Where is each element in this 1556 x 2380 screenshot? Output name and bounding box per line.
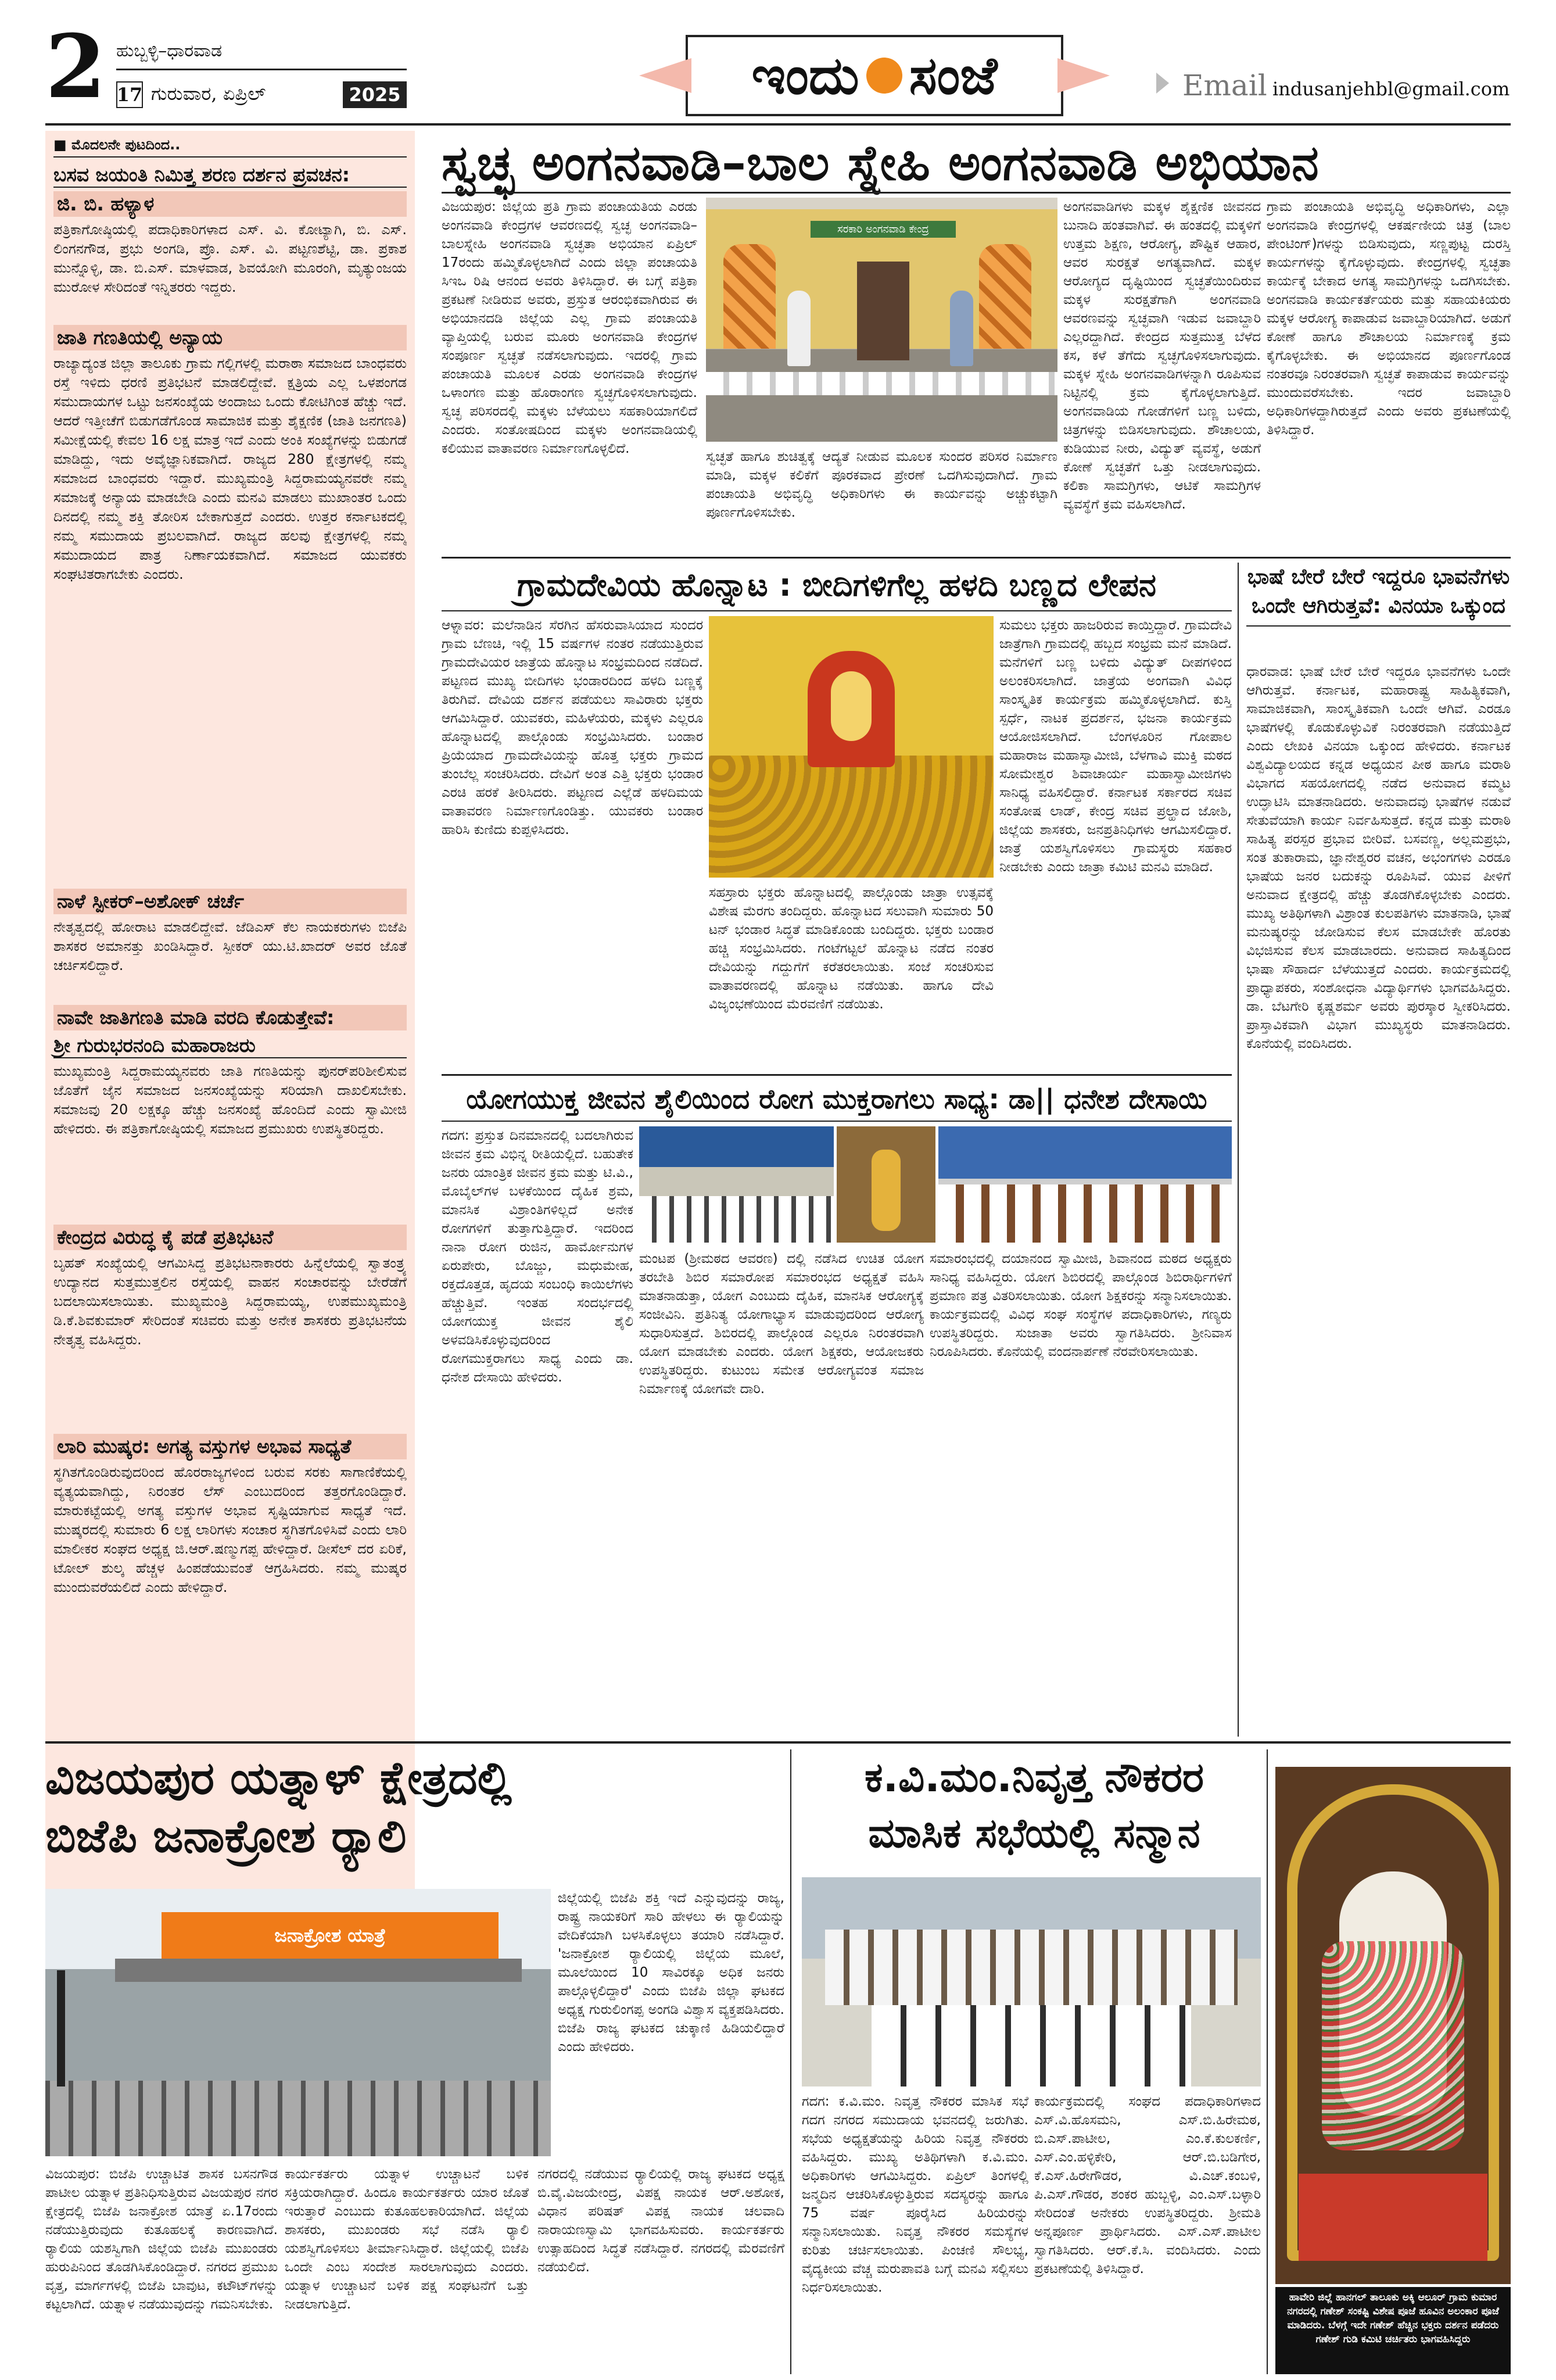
story5-left: ಗದಗ: ಕ.ವಿ.ಮಂ. ನಿವೃತ್ತ ನೌಕರರ ಮಾಸಿಕ ಸಭೆ ಗದಗ ನಗರದ ಸಮುದಾಯ ಭವನದಲ್ಲಿ ಜರುಗಿತು. ಸಭೆಯ ಅಧ್ಯಕ್ಷತೆಯನ್ನು ಹಿರಿಯ ನಿವೃತ್ತ ನೌಕರರು ವಹಿಸಿದ್ದರು. ಮುಖ್ಯ ಅತಿಥಿಗಳಾಗಿ ಕ.ವಿ.ಮಂ. ಅಧಿಕಾರಿಗಳು ಆಗಮಿಸಿದ್ದರು. ಏಪ್ರಿಲ್ ತಿಂಗಳಲ್ಲಿ ಜನ್ಮದಿನ ಆಚರಿಸಿಕೊಳ್ಳುತ್ತಿರುವ ಸದಸ್ಯರನ್ನು ಹಾಗೂ 75 ವರ್ಷ ಪೂರೈಸಿದ ಹಿರಿಯರನ್ನು ಸನ್ಮಾನಿಸಲಾಯಿತು. ನಿವೃತ್ತ ನೌಕರರ ಸಮಸ್ಯೆಗಳ ಕುರಿತು ಚರ್ಚಿಸಲಾಯಿತು. ಪಿಂಚಣಿ ಸೌಲಭ್ಯ, ವೈದ್ಯಕೀಯ ವೆಚ್ಚ ಮರುಪಾವತಿ ಬಗ್ಗೆ ಮನವಿ ಸಲ್ಲಿಸಲು ನಿರ್ಧರಿಸಲಾಯಿತು. [802, 2094, 1028, 2295]
logo-left-text: ಇಂದು [751, 44, 859, 106]
giraffe-mural [723, 244, 776, 349]
crowd [709, 756, 994, 878]
story3-col3: ಸಮಾರಂಭದಲ್ಲಿ ದಯಾನಂದ ಸ್ವಾಮೀಜಿ, ಶಿವಾನಂದ ಮಠದ ಅಧ್ಯಕ್ಷರು ಸಾನಿಧ್ಯ ವಹಿಸಿದ್ದರು. ಯೋಗ ಶಿಬಿರದಲ್ಲಿ ಪಾಲ್ಗೊಂಡ ಶಿಬಿರಾರ್ಥಿಗಳಿಗೆ ಪ್ರಮಾಣ ಪತ್ರ ವಿತರಿಸಲಾಯಿತು. ಯೋಗ ಶಿಕ್ಷಕರನ್ನು ಸನ್ಮಾನಿಸಲಾಯಿತು. ಕಾರ್ಯಕ್ರಮದಲ್ಲಿ ವಿವಿಧ ಸಂಘ ಸಂಸ್ಥೆಗಳ ಪದಾಧಿಕಾರಿಗಳು, ಗಣ್ಯರು ಉಪಸ್ಥಿತರಿದ್ದರು. ಸುಜಾತಾ ಅವರು ಸ್ವಾಗತಿಸಿದರು. ಶ್ರೀನಿವಾಸ ನಿರೂಪಿಸಿದರು. ಕೊನೆಯಲ್ಲಿ ವಂದನಾರ್ಪಣೆ ನೆರವೇರಿಸಲಾಯಿತು. [930, 1251, 1232, 1359]
road-crowd [45, 2081, 551, 2156]
flyover [115, 1959, 522, 1982]
lead-photo [706, 198, 1057, 442]
side-divider [1238, 563, 1239, 1737]
story3-photo-1 [639, 1126, 834, 1243]
lead-col2: ಅಂಗನವಾಡಿಗಳು ಮಕ್ಕಳ ಶೈಕ್ಷಣಿಕ ಜೀವನದ ಬುನಾದಿ ಹಂತವಾಗಿವೆ. ಈ ಹಂತದಲ್ಲಿ ಮಕ್ಕಳಿಗೆ ಉತ್ತಮ ಶಿಕ್ಷಣ, ಆರೋಗ್ಯ, ಪೌಷ್ಟಿಕ ಆಹಾರ, ಆವರ ಸುರಕ್ಷತೆ ಅಗತ್ಯವಾಗಿದೆ. ಮಕ್ಕಳ ಆರೋಗ್ಯದ ದೃಷ್ಟಿಯಿಂದ ಸ್ವಚ್ಛತೆಯಿಂದಿರುವ ಮಕ್ಕಳ ಸುರಕ್ಷತೆಗಾಗಿ ಅಂಗನವಾಡಿ ಆವರಣವನ್ನು ಸ್ವಚ್ಛವಾಗಿ ಇಡುವ ಜವಾಬ್ದಾರಿ ಎಲ್ಲರದ್ದಾಗಿದೆ. ಕೇಂದ್ರದ ಸುತ್ತಮುತ್ತ ಬೆಳೆದ ಕಸ, ಕಳೆ ತೆಗೆದು ಸ್ವಚ್ಛಗೊಳಿಸಲಾಗುವುದು. ಮಕ್ಕಳ ಸ್ನೇಹಿ ಅಂಗನವಾಡಿಗಳನ್ನಾಗಿ ರೂಪಿಸುವ ನಿಟ್ಟಿನಲ್ಲಿ ಕ್ರಮ ಕೈಗೊಳ್ಳಲಾಗುತ್ತಿದೆ. ಅಂಗನವಾಡಿಯ ಗೋಡೆಗಳಿಗೆ ಬಣ್ಣ ಬಳಿದು, ಚಿತ್ರಗಳನ್ನು ಬಿಡಿಸಲಾಗುವುದು. ಶೌಚಾಲಯ, ಕುಡಿಯುವ ನೀರು, ವಿದ್ಯುತ್ ವ್ಯವಸ್ಥೆ, ಅಡುಗೆ ಕೋಣೆ ಸ್ವಚ್ಛತೆಗೆ ಒತ್ತು ನೀಡಲಾಗುವುದು. ಕಲಿಕಾ ಸಾಮಗ್ರಿಗಳು, ಆಟಿಕೆ ಸಾಮಗ್ರಿಗಳ ವ್ಯವಸ್ಥೆಗೆ ಕ್ರಮ ವಹಿಸಲಾಗಿದೆ. [1063, 199, 1261, 512]
story4-left: ವಿಜಯಪುರ: ಬಿಜೆಪಿ ಉಚ್ಚಾಟಿತ ಶಾಸಕ ಬಸನಗೌಡ ಪಾಟೀಲ ಯತ್ನಾಳ ಪ್ರತಿನಿಧಿಸುತ್ತಿರುವ ವಿಜಯಪುರ ನಗರ ಕ್ಷೇತ್ರದಲ್ಲಿ ಬಿಜೆಪಿ ಜನಾಕ್ರೋಶ ಯಾತ್ರೆ ಏ.17ರಂದು ನಡೆಯುತ್ತಿರುವುದು ಕುತೂಹಲಕ್ಕೆ ಕಾರಣವಾಗಿದೆ. ರ‍್ಯಾಲಿಯ ಯಶಸ್ವಿಗಾಗಿ ಜಿಲ್ಲೆಯ ಬಿಜೆಪಿ ಮುಖಂಡರು ಹುರುಪಿನಿಂದ ತೊಡಗಿಸಿಕೊಂಡಿದ್ದಾರೆ. ನಗರದ ಪ್ರಮುಖ ವೃತ್ತ, ಮಾರ್ಗಗಳಲ್ಲಿ ಬಿಜೆಪಿ ಬಾವುಟ, ಕಟೌಟ್‌ಗಳನ್ನು ಕಟ್ಟಲಾಗಿದೆ. ಯತ್ನಾಳ ನಡೆಯುವುದನ್ನು ಗಮನಿಸಬೇಕು. [45, 2167, 278, 2312]
masthead-logo [686, 35, 1063, 116]
section-body: ಪತ್ರಿಕಾಗೋಷ್ಠಿಯಲ್ಲಿ ಪದಾಧಿಕಾರಿಗಳಾದ ಎಸ್. ವಿ. ಕೋಟ್ಯಾಗಿ, ಬಿ. ಎಸ್. ಲಿಂಗನಗೌಡ, ಪ್ರಭು ಅಂಗಡಿ, ಪ್ರೊ. ಎಸ್. ವಿ. ಪಟ್ಟಣಶೆಟ್ಟಿ, ಡಾ. ಪ್ರಕಾಶ ಮುನ್ನೊಳ್ಳಿ, ಡಾ. ಬಿ.ಎಸ್. ಮಾಳವಾಡ, ಶಿವಯೋಗಿ ಮೂರಂಗಿ, ಮೃತ್ಯುಂಜಯ ಮುರೋಳ ಸೇರಿದಂತೆ ಇನ್ನಿತರರು ಇದ್ದರು. [53, 221, 407, 295]
story3-rule [442, 1121, 1232, 1122]
giraffe-mural-right [979, 244, 1031, 349]
story4-mid: ಕಾರ್ಯಕರ್ತರು ಯತ್ನಾಳ ಉಚ್ಚಾಟನೆ ಬಳಿಕ ಸಕ್ರಿಯರಾಗಿದ್ದಾರೆ. ಹಿಂದೂ ಕಾರ್ಯಕರ್ತರು ಯಾರ ಜೊತೆ ಇರುತ್ತಾರೆ ಎಂಬುದು ಕುತೂಹಲಕಾರಿಯಾಗಿದೆ. ಜಿಲ್ಲೆಯ ಶಾಸಕರು, ಮುಖಂಡರು ಸಭೆ ನಡೆಸಿ ರ‍್ಯಾಲಿ ಯಶಸ್ವಿಗೊಳಿಸಲು ತೀರ್ಮಾನಿಸಿದ್ದಾರೆ. ಜಿಲ್ಲೆಯಲ್ಲಿ ಬಿಜೆಪಿ ಒಂದೇ ಎಂಬ ಸಂದೇಶ ಸಾರಲಾಗುವುದು ಎಂದರು. ಯತ್ನಾಳ ಉಚ್ಚಾಟನೆ ಬಳಿಕ ಪಕ್ಷ ಸಂಘಟನೆಗೆ ಒತ್ತು ನೀಡಲಾಗುತ್ತಿದೆ. [285, 2167, 529, 2312]
audience-row [639, 1196, 834, 1243]
side-body: ಧಾರವಾಡ: ಭಾಷೆ ಬೇರೆ ಬೇರೆ ಇದ್ದರೂ ಭಾವನೆಗಳು ಒಂದೇ ಆಗಿರುತ್ತವೆ. ಕರ್ನಾಟಕ, ಮಹಾರಾಷ್ಟ್ರ ಸಾಹಿತ್ಯಿಕವಾಗಿ, ಸಾಮಾಜಿಕವಾಗಿ, ಸಾಂಸ್ಕೃತಿಕವಾಗಿ ಒಂದೇ ಆಗಿವೆ. ಎರಡೂ ಭಾಷೆಗಳಲ್ಲಿ ಕೊಡುಕೊಳ್ಳುವಿಕೆ ನಿರಂತರವಾಗಿ ನಡೆಯುತ್ತಿದೆ ಎಂದು ಲೇಖಕಿ ವಿನಯಾ ಒಕ್ಕುಂದ ಹೇಳಿದರು. ಕರ್ನಾಟಕ ವಿಶ್ವವಿದ್ಯಾಲಯದ ಕನ್ನಡ ಅಧ್ಯಯನ ಪೀಠ ಹಾಗೂ ಮರಾಠಿ ವಿಭಾಗದ ಸಹಯೋಗದಲ್ಲಿ ನಡೆದ ಅನುವಾದ ಕಮ್ಮಟ ಉದ್ಘಾಟಿಸಿ ಮಾತನಾಡಿದರು. ಅನುವಾದವು ಭಾಷೆಗಳ ನಡುವೆ ಸೇತುವೆಯಾಗಿ ಕಾರ್ಯ ನಿರ್ವಹಿಸುತ್ತದೆ. ಕನ್ನಡ ಮತ್ತು ಮರಾಠಿ ಸಾಹಿತ್ಯ ಪರಸ್ಪರ ಪ್ರಭಾವ ಬೀರಿವೆ. ಬಸವಣ್ಣ, ಅಲ್ಲಮಪ್ರಭು, ಸಂತ ತುಕಾರಾಮ, ಜ್ಞಾನೇಶ್ವರರ ವಚನ, ಅಭಂಗಗಳು ಎರಡೂ ಭಾಷೆಯ ಜನರ ಬದುಕನ್ನು ರೂಪಿಸಿವೆ. ಯುವ ಪೀಳಿಗೆ ಅನುವಾದ ಕ್ಷೇತ್ರದಲ್ಲಿ ಹೆಚ್ಚು ತೊಡಗಿಕೊಳ್ಳಬೇಕು ಎಂದರು. ಮುಖ್ಯ ಅತಿಥಿಗಳಾಗಿ ವಿಶ್ರಾಂತ ಕುಲಪತಿಗಳು ಮಾತನಾಡಿ, ಭಾಷೆ ಮನುಷ್ಯರನ್ನು ಜೋಡಿಸುವ ಕೆಲಸ ಮಾಡಬೇಕೇ ಹೊರತು ವಿಭಜಿಸುವ ಕೆಲಸ ಮಾಡಬಾರದು. ಅನುವಾದ ಸಾಹಿತ್ಯದಿಂದ ಭಾಷಾ ಸೌಹಾರ್ದ ಬೆಳೆಯುತ್ತದೆ ಎಂದರು. ಕಾರ್ಯಕ್ರಮದಲ್ಲಿ ಪ್ರಾಧ್ಯಾಪಕರು, ಸಂಶೋಧನಾ ವಿದ್ಯಾರ್ಥಿಗಳು ಭಾಗವಹಿಸಿದ್ದರು. ಡಾ. ಬೆಟಗೇರಿ ಕೃಷ್ಣಶರ್ಮ ಅವರು ಪುರಸ್ಕಾರ ಸ್ವೀಕರಿಸಿದರು. ಪ್ರಾಸ್ತಾವಿಕವಾಗಿ ವಿಭಾಗ ಮುಖ್ಯಸ್ಥರು ಮಾತನಾಡಿದರು. ಕೊನೆಯಲ್ಲಿ ವಂದಿಸಿದರು. [1246, 664, 1511, 1051]
masthead-rule-left [116, 69, 407, 70]
story2-col3: ಸುಮಲು ಭಕ್ತರು ಹಾಜರಿರುವ ಕಾಯ್ತಿದ್ದಾರೆ. ಗ್ರಾಮದೇವಿ ಜಾತ್ರೆಗಾಗಿ ಗ್ರಾಮದಲ್ಲಿ ಹಬ್ಬದ ಸಂಭ್ರಮ ಮನೆ ಮಾಡಿದೆ. ಮನೆಗಳಿಗೆ ಬಣ್ಣ ಬಳಿದು ವಿದ್ಯುತ್ ದೀಪಗಳಿಂದ ಅಲಂಕರಿಸಲಾಗಿದೆ. ಜಾತ್ರೆಯ ಅಂಗವಾಗಿ ವಿವಿಧ ಸಾಂಸ್ಕೃತಿಕ ಕಾರ್ಯಕ್ರಮ ಹಮ್ಮಿಕೊಳ್ಳಲಾಗಿದೆ. ಕುಸ್ತಿ ಸ್ಪರ್ಧೆ, ನಾಟಕ ಪ್ರದರ್ಶನ, ಭಜನಾ ಕಾರ್ಯಕ್ರಮ ಆಯೋಜಿಸಲಾಗಿದೆ. ಬೆಂಗಳೂರಿನ ಗೋಪಾಲ ಮಹಾರಾಜ ಮಹಾಸ್ವಾಮೀಜಿ, ಬೆಳಗಾವಿ ಮುಕ್ತಿ ಮಠದ ಸೋಮೇಶ್ವರ ಶಿವಾಚಾರ್ಯ ಮಹಾಸ್ವಾಮೀಜಿಗಳು ಸಾನಿಧ್ಯ ವಹಿಸಲಿದ್ದಾರೆ. ಕರ್ನಾಟಕ ಸರ್ಕಾರದ ಸಚಿವ ಸಂತೋಷ ಲಾಡ್, ಕೇಂದ್ರ ಸಚಿವ ಪ್ರಲ್ಹಾದ ಜೋಶಿ, ಜಿಲ್ಲೆಯ ಶಾಸಕರು, ಜನಪ್ರತಿನಿಧಿಗಳು ಆಗಮಿಸಲಿದ್ದಾರೆ. ಜಾತ್ರೆ ಯಶಸ್ವಿಗೊಳಿಸಲು ಗ್ರಾಮಸ್ಥರು ಸಹಕಾರ ನೀಡಬೇಕು ಎಂದು ಜಾತ್ರಾ ಕಮಿಟಿ ಮನವಿ ಮಾಡಿದೆ. [999, 618, 1232, 875]
email-arrow-icon [1156, 73, 1169, 94]
side-headline: ಭಾಷೆ ಬೇರೆ ಬೇರೆ ಇದ್ದರೂ ಭಾವನೆಗಳು ಒಂದೇ ಆಗಿರುತ್ತವೆ: ವಿನಯಾ ಒಕ್ಕುಂದ [1246, 563, 1511, 627]
section-heading: ಕೇಂದ್ರದ ವಿರುದ್ಧ ಕೈ ಪಡೆ ಪ್ರತಿಭಟನೆ [53, 1225, 407, 1250]
ganesh-caption: ಹಾವೇರಿ ಜಿಲ್ಲೆ ಹಾನಗಲ್ ತಾಲೂಕು ಅಕ್ಕಿ ಆಲೂರ್ ಗ್ರಾಮ ಕುಮಾರ ನಗರದಲ್ಲಿ ಗಣೇಶ್ ಸಂಕಷ್ಟಿ ವಿಶೇಷ ಪೂಜೆ ಹೂವಿನ ಅಲಂಕಾರ ಪೂಜೆ ಮಾಡಿದರು. ಬೆಳಗ್ಗೆ ಇದೇ ಗಣೇಶ್ ಹೆಚ್ಚಿನ ಭಕ್ತರು ದರ್ಶನ ಪಡೆದರು ಗಣೇಶ್ ಗುಡಿ ಕಮಿಟಿ ಚರ್ಚಿತರು ಭಾಗವಹಿಸಿದ್ದರು [1275, 2287, 1511, 2374]
story2-rule [442, 610, 1232, 611]
story3-col2: ಮಂಟಪ (ಶ್ರೀಮಠದ ಆವರಣ) ದಲ್ಲಿ ನಡೆಸಿದ ಉಚಿತ ಯೋಗ ತರಬೇತಿ ಶಿಬಿರ ಸಮಾರೋಪ ಸಮಾರಂಭದ ಅಧ್ಯಕ್ಷತೆ ವಹಿಸಿ ಮಾತನಾಡುತ್ತಾ, ಯೋಗ ಎಂಬುದು ದೈಹಿಕ, ಮಾನಸಿಕ ಆರೋಗ್ಯಕ್ಕೆ ಸಂಜೀವಿನಿ. ಪ್ರತಿನಿತ್ಯ ಯೋಗಾಭ್ಯಾಸ ಮಾಡುವುದರಿಂದ ಆರೋಗ್ಯ ಸುಧಾರಿಸುತ್ತದೆ. ಶಿಬಿರದಲ್ಲಿ ಪಾಲ್ಗೊಂಡ ಎಲ್ಲರೂ ನಿರಂತರವಾಗಿ ಯೋಗ ಮಾಡಬೇಕು ಎಂದರು. ಯೋಗ ಶಿಕ್ಷಕರು, ಆಯೋಜಕರು ಉಪಸ್ಥಿತರಿದ್ದರು. ಕುಟುಂಬ ಸಮೇತ ಆರೋಗ್ಯವಂತ ಸಮಾಜ ನಿರ್ಮಾಣಕ್ಕೆ ಯೋಗವೇ ದಾರಿ. [639, 1251, 924, 1397]
date-text: ಗುರುವಾರ, ಏಪ್ರಿಲ್ [151, 83, 266, 105]
story5-headline-line1: ಕ.ವಿ.ಮಂ.ನಿವೃತ್ತ ನೌಕರರ [865, 1753, 1204, 1801]
edition-city: ಹುಬ್ಬಳ್ಳಿ–ಧಾರವಾಡ [116, 41, 223, 61]
sidebar-section [53, 889, 407, 999]
story3-photo-2 [837, 1126, 935, 1243]
story4-photo [45, 1889, 551, 2156]
story4-mid2: ನಗರದಲ್ಲಿ ನಡೆಯುವ ರ‍್ಯಾಲಿಯಲ್ಲಿ ರಾಜ್ಯ ಘಟಕದ ಅಧ್ಯಕ್ಷ ಬಿ.ವೈ.ವಿಜಯೇಂದ್ರ, ವಿಪಕ್ಷ ನಾಯಕ ಆರ್.ಅಶೋಕ, ವಿಧಾನ ಪರಿಷತ್ ವಿಪಕ್ಷ ನಾಯಕ ಚಲವಾದಿ ನಾರಾಯಣಸ್ವಾಮಿ ಭಾಗವಹಿಸುವರು. ಕಾರ್ಯಕರ್ತರು ಉತ್ಸಾಹದಿಂದ ಸಿದ್ಧತೆ ನಡೆಸಿದ್ದಾರೆ. ನಗರದಲ್ಲಿ ಮೆರವಣಿಗೆ ನಡೆಯಲಿದೆ. [537, 2167, 784, 2275]
altar-base [1299, 2174, 1487, 2261]
story5-right: ಕಾರ್ಯಕ್ರಮದಲ್ಲಿ ಸಂಘದ ಪದಾಧಿಕಾರಿಗಳಾದ ಎಸ್.ವಿ.ಹೊಸಮನಿ, ಎಸ್.ಬಿ.ಹಿರೇಮಠ, ಬಿ.ಎಸ್.ಪಾಟೀಲ, ಎಂ.ಕೆ.ಕುಲಕರ್ಣಿ, ಎಸ್.ಎಂ.ಹಳ್ಳಿಕೇರಿ, ಆರ್.ಬಿ.ಬಡಿಗೇರ, ಕೆ.ಎಸ್.ಹಿರೇಗೌಡರ, ವಿ.ಎಚ್.ಕಂಬಳಿ, ಪಿ.ಎಸ್.ಗೌಡರ, ಶಂಕರ ಹುಬ್ಬಳ್ಳಿ, ಎಂ.ಎಸ್.ಬಳ್ಳಾರಿ ಸೇರಿದಂತೆ ಅನೇಕರು ಉಪಸ್ಥಿತರಿದ್ದರು. ಶ್ರೀಮತಿ ಅನ್ನಪೂರ್ಣ ಪ್ರಾರ್ಥಿಸಿದರು. ಎಸ್.ಎಸ್.ಪಾಟೀಲ ಸ್ವಾಗತಿಸಿದರು. ಆರ್.ಕೆ.ಸಿ. ವಂದಿಸಿದರು. ಎಂದು ಪ್ರಕಟಣೆಯಲ್ಲಿ ತಿಳಿಸಿದ್ದಾರೆ. [1034, 2094, 1261, 2277]
banner-hoarding: ಜನಾಕ್ರೋಶ ಯಾತ್ರೆ [162, 1912, 499, 1959]
traffic-signal [57, 1970, 65, 2086]
section-body: ನೇತೃತ್ವದಲ್ಲಿ ಹೋರಾಟ ಮಾಡಲಿದ್ದೇವೆ. ಜೆಡಿಎಸ್ ಕೆಲ ನಾಯಕರುಗಳು ಬಿಜೆಪಿ ಶಾಸಕರ ಅಮಾನತ್ತು ಖಂಡಿಸಿದ್ದಾರೆ. ಸ್ಪೀಕರ್ ಯು.ಟಿ.ಖಾದರ್ ಅವರ ಜೊತೆ ಚರ್ಚಿಸಲಿದ್ದಾರೆ. [53, 919, 407, 974]
page-number: 2 [45, 16, 106, 118]
story3-photo-3 [938, 1126, 1232, 1243]
story3-headline: ಯೋಗಯುಕ್ತ ಜೀವನ ಶೈಲಿಯಿಂದ ರೋಗ ಮುಕ್ತರಾಗಲು ಸಾಧ್ಯ: ಡಾ|| ಧನೇಶ ದೇಸಾಯಿ [466, 1083, 1207, 1115]
flower-garland [1322, 1941, 1464, 2150]
person-right [950, 291, 973, 366]
story4-headline-line1: ವಿಜಯಪುರ ಯತ್ನಾಳ್ ಕ್ಷೇತ್ರದಲ್ಲಿ [45, 1752, 512, 1805]
section-heading: ಲಾರಿ ಮುಷ್ಕರ: ಅಗತ್ಯ ವಸ್ತುಗಳ ಅಭಾವ ಸಾಧ್ಯತೆ [53, 1434, 407, 1459]
masthead-rule [45, 123, 1511, 126]
sun-icon [866, 58, 902, 94]
story4-right: ಜಿಲ್ಲೆಯಲ್ಲಿ ಬಿಜೆಪಿ ಶಕ್ತಿ ಇದೆ ಎನ್ನುವುದನ್ನು ರಾಜ್ಯ, ರಾಷ್ಟ್ರ ನಾಯಕರಿಗೆ ಸಾರಿ ಹೇಳಲು ಈ ರ‍್ಯಾಲಿಯನ್ನು ವೇದಿಕೆಯಾಗಿ ಬಳಸಿಕೊಳ್ಳಲು ತಯಾರಿ ನಡೆಸಿದ್ದಾರೆ. 'ಜನಾಕ್ರೋಶ ರ‍್ಯಾಲಿಯಲ್ಲಿ ಜಿಲ್ಲೆಯ ಮೂಲೆ, ಮೂಲೆಯಿಂದ 10 ಸಾವಿರಕ್ಕೂ ಅಧಿಕ ಜನರು ಪಾಲ್ಗೊಳ್ಳಲಿದ್ದಾರೆ' ಎಂದು ಬಿಜೆಪಿ ಜಿಲ್ಲಾ ಘಟಕದ ಅಧ್ಯಕ್ಷ ಗುರುಲಿಂಗಪ್ಪ ಅಂಗಡಿ ವಿಶ್ವಾಸ ವ್ಯಕ್ತಪಡಿಸಿದರು. ಬಿಜೆಪಿ ರಾಜ್ಯ ಘಟಕದ ಚುಕ್ಕಾಣಿ ಹಿಡಿಯಲಿದ್ದಾರೆ ಎಂದು ಹೇಳಿದರು. [558, 1891, 784, 2055]
sidebar-section [53, 163, 407, 319]
story2-col1: ಆಳ್ನಾವರ: ಮಲೆನಾಡಿನ ಸೆರಗಿನ ಹೆಸರುವಾಸಿಯಾದ ಸುಂದರ ಗ್ರಾಮ ಬೆಣಚಿ, ಇಲ್ಲಿ 15 ವರ್ಷಗಳ ನಂತರ ನಡೆಯುತ್ತಿರುವ ಗ್ರಾಮದೇವಿಯರ ಜಾತ್ರೆಯ ಹೊನ್ನಾಟ ಸಂಭ್ರಮದಿಂದ ನಡೆದಿದೆ. ಪಟ್ಟಣದ ಮುಖ್ಯ ಬೀದಿಗಳು ಭಂಡಾರದಿಂದ ಹಳದಿ ಬಣ್ಣಕ್ಕೆ ತಿರುಗಿವೆ. ದೇವಿಯ ದರ್ಶನ ಪಡೆಯಲು ಸಾವಿರಾರು ಭಕ್ತರು ಆಗಮಿಸಿದ್ದಾರೆ. ಯುವಕರು, ಮಹಿಳೆಯರು, ಮಕ್ಕಳು ಎಲ್ಲರೂ ಹೊನ್ನಾಟದಲ್ಲಿ ಪಾಲ್ಗೊಂಡು ಸಂಭ್ರಮಿಸಿದರು. ಬಂಡಾರ ಪ್ರಿಯೆಯಾದ ಗ್ರಾಮದೇವಿಯನ್ನು ಹೊತ್ತ ಭಕ್ತರು ಗ್ರಾಮದ ತುಂಬೆಲ್ಲ ಸಂಚರಿಸಿದರು. ದೇವಿಗೆ ಅಂತ ಎತ್ತಿ ಭಕ್ತರು ಭಂಡಾರ ಎರಚಿ ಹರಕೆ ತೀರಿಸಿದರು. ಪಟ್ಟಣದ ಎಲ್ಲೆಡೆ ಹಳದಿಮಯ ವಾತಾವರಣ ನಿರ್ಮಾಣಗೊಂಡಿತ್ತು. ಯುವಕರು ಬಂಡಾರ ಹಾರಿಸಿ ಕುಣಿದು ಕುಪ್ಪಳಿಸಿದರು. [442, 618, 703, 838]
section-body: ರಾಜ್ಯಾದ್ಯಂತ ಜಿಲ್ಲಾ ತಾಲೂಕು ಗ್ರಾಮ ಗಲ್ಲಿಗಳಲ್ಲಿ ಮರಾಠಾ ಸಮಾಜದ ಬಾಂಧವರು ರಸ್ತೆ ಇಳಿದು ಧರಣಿ ಪ್ರತಿಭಟನೆ ಮಾಡಲಿದ್ದೇವೆ. ಕ್ಷತ್ರಿಯ ಎಲ್ಲ ಒಳಪಂಗಡ ಸಮುದಾಯಗಳ ಒಟ್ಟು ಜನಸಂಖ್ಯೆಯ ಅಂದಾಜು ಒಂದು ಕೋಟಿಗಿಂತ ಹೆಚ್ಚು ಇದೆ. ಆದರೆ ಇತ್ತೀಚೆಗೆ ಬಿಡುಗಡೆಗೊಂಡ ಸಾಮಾಜಿಕ ಮತ್ತು ಶೈಕ್ಷಣಿಕ (ಜಾತಿ ಜನಗಣತಿ) ಸಮೀಕ್ಷೆಯಲ್ಲಿ ಕೇವಲ 16 ಲಕ್ಷ ಮಾತ್ರ ಇದೆ ಎಂದು ಅಂಕಿ ಸಂಖ್ಯೆಗಳನ್ನು ಬಿಡುಗಡೆ ಮಾಡಿದ್ದು, ಇದು ಅವೈಜ್ಞಾನಿಕವಾಗಿದೆ. ರಾಜ್ಯದ 280 ಕ್ಷೇತ್ರಗಳಲ್ಲಿ ನಮ್ಮ ಸಮಾಜದ ಬಾಂಧವರು ಇದ್ದಾರೆ. ಮುಖ್ಯಮಂತ್ರಿ ಸಿದ್ದರಾಮಯ್ಯನವರೇ ನಮ್ಮ ಸಮಾಜಕ್ಕೆ ಅನ್ಯಾಯ ಮಾಡಬೇಡಿ ಎಂದು ಮನವಿ ಮಾಡಲು ಮುಖಾಂತರ ಒಂದು ದಿನದಲ್ಲಿ ನಮ್ಮ ಶಕ್ತಿ ತೋರಿಸ ಬೇಕಾಗುತ್ತದೆ ಎಂದರು. ಉತ್ತರ ಕರ್ನಾಟಕದಲ್ಲಿ ನಮ್ಮ ಸಮುದಾಯ ಪ್ರಬಲವಾಗಿದೆ. ರಾಜ್ಯದ ಹಲವು ಕ್ಷೇತ್ರಗಳಲ್ಲಿ ನಮ್ಮ ಸಮುದಾಯದ ಪಾತ್ರ ನಿರ್ಣಾಯಕವಾಗಿದೆ. ಸಮಾಜದ ಯುವಕರು ಸಂಘಟಿತರಾಗಬೇಕು ಎಂದರು. [53, 355, 407, 582]
story2-bottom-rule [442, 1074, 1232, 1076]
section-heading: ನಾಳೆ ಸ್ಪೀಕರ್–ಅಶೋಕ್ ಚರ್ಚೆ [53, 889, 407, 914]
section-body: ಸ್ಥಗಿತಗೊಂಡಿರುವುದರಿಂದ ಹೊರರಾಜ್ಯಗಳಿಂದ ಬರುವ ಸರಕು ಸಾಗಾಣಿಕೆಯಲ್ಲಿ ವ್ಯತ್ಯಯವಾಗಿದ್ದು, ನಿರಂತರ ಲೆಸ್ ಎಂಬುದರಿಂದ ತತ್ತರಗೊಂಡಿದ್ದಾರೆ. ಮಾರುಕಟ್ಟೆಯಲ್ಲಿ ಅಗತ್ಯ ವಸ್ತುಗಳ ಅಭಾವ ಸೃಷ್ಟಿಯಾಗುವ ಸಾಧ್ಯತೆ ಇದೆ. ಮುಷ್ಕರದಲ್ಲಿ ಸುಮಾರು 6 ಲಕ್ಷ ಲಾರಿಗಳು ಸಂಚಾರ ಸ್ಥಗಿತಗೊಳಿಸಿವೆ ಎಂದು ಲಾರಿ ಮಾಲೀಕರ ಸಂಘದ ಅಧ್ಯಕ್ಷ ಜಿ.ಆರ್.ಷಣ್ಮುಗಪ್ಪ ಹೇಳಿದ್ದಾರೆ. ಡೀಸೆಲ್ ದರ ಏರಿಕೆ, ಟೋಲ್ ಶುಲ್ಕ ಹೆಚ್ಚಳ ಹಿಂಪಡೆಯುವಂತೆ ಆಗ್ರಹಿಸಿದರು. ನಮ್ಮ ಮುಷ್ಕರ ಮುಂದುವರೆಯಲಿದೆ ಎಂದು ಹೇಳಿದ್ದಾರೆ. [53, 1464, 407, 1595]
story5-photo [802, 1877, 1261, 2086]
middle-rule [45, 1741, 1511, 1744]
story2-col2: ಸಹಸ್ರಾರು ಭಕ್ತರು ಹೊನ್ನಾಟದಲ್ಲಿ ಪಾಲ್ಗೊಂಡು ಜಾತ್ರಾ ಉತ್ಸವಕ್ಕೆ ವಿಶೇಷ ಮೆರಗು ತಂದಿದ್ದರು. ಹೊನ್ನಾಟದ ಸಲುವಾಗಿ ಸುಮಾರು 50 ಟನ್ ಭಂಡಾರ ಸಿದ್ಧತೆ ಮಾಡಿಕೊಂಡು ಬಂದಿದ್ದರು. ಭಕ್ತರು ಬಂಡಾರ ಹಚ್ಚಿ ಸಂಭ್ರಮಿಸಿದರು. ಗಂಟೆಗಟ್ಟಲೆ ಹೊನ್ನಾಟ ನಡೆದ ನಂತರ ದೇವಿಯನ್ನು ಗದ್ದುಗೆಗೆ ಕರೆತರಲಾಯಿತು. ಸಂಜೆ ಸಂಚರಿಸುವ ವಾತಾವರಣದಲ್ಲಿ ಹೊನ್ನಾಟ ನಡೆಯಿತು. ಹಾಗೂ ದೇವಿ ವಿಜೃಂಭಣೆಯಿಂದ ಮೆರವಣಿಗೆ ನಡೆಯಿತು. [709, 885, 994, 1012]
lead-col3: ಗ್ರಾಮ ಪಂಚಾಯತಿ ಅಭಿವೃದ್ಧಿ ಅಧಿಕಾರಿಗಳು, ಎಲ್ಲಾ ಅಂಗನವಾಡಿ ಕೇಂದ್ರಗಳಲ್ಲಿ ಆಕರ್ಷಣೀಯ ಚಿತ್ರ (ಬಾಲ ಪೇಂಟಿಂಗ್)ಗಳನ್ನು ಬಿಡಿಸುವುದು, ಸಣ್ಣಪುಟ್ಟ ದುರಸ್ತಿ ಕಾರ್ಯಗಳನ್ನು ಕೈಗೊಳ್ಳುವುದು. ಕೇಂದ್ರಗಳಲ್ಲಿ ಸ್ವಚ್ಛತಾ ಕಾರ್ಯಕ್ಕೆ ಬೇಕಾದ ಅಗತ್ಯ ಸಾಮಗ್ರಿಗಳನ್ನು ಒದಗಿಸಬೇಕು. ಅಂಗನವಾಡಿ ಕಾರ್ಯಕರ್ತೆಯರು ಮತ್ತು ಸಹಾಯಕಿಯರು ಮಕ್ಕಳ ಆರೋಗ್ಯ ಕಾಪಾಡುವ ಜವಾಬ್ದಾರಿಯಾಗಿದೆ. ಅಡುಗೆ ಕೋಣೆ ಹಾಗೂ ಶೌಚಾಲಯ ನಿರ್ಮಾಣಕ್ಕೆ ಕ್ರಮ ಕೈಗೊಳ್ಳಬೇಕು. ಈ ಅಭಿಯಾನದ ಪೂರ್ಣಗೊಂಡ ನಂತರವೂ ನಿರಂತರವಾಗಿ ಸ್ವಚ್ಛತೆ ಕಾಪಾಡುವ ಕಾರ್ಯವನ್ನು ಮುಂದುವರೆಸಬೇಕು. ಇದರ ಜವಾಬ್ದಾರಿ ಅಧಿಕಾರಿಗಳದ್ದಾಗಿರುತ್ತದೆ ಎಂದು ಅವರು ಪ್ರಕಟಣೆಯಲ್ಲಿ ತಿಳಿಸಿದ್ದಾರೆ. [1267, 199, 1511, 438]
lead-col1-top: ವಿಜಯಪುರ: ಜಿಲ್ಲೆಯ ಪ್ರತಿ ಗ್ರಾಮ ಪಂಚಾಯತಿಯ ಎರಡು ಅಂಗನವಾಡಿ ಕೇಂದ್ರಗಳ ಆವರಣದಲ್ಲಿ ಸ್ವಚ್ಛ ಅಂಗನವಾಡಿ–ಬಾಲಸ್ನೇಹಿ ಅಂಗನವಾಡಿ ಸ್ವಚ್ಛತಾ ಅಭಿಯಾನ ಏಪ್ರಿಲ್ 17ರಂದು ಹಮ್ಮಿಕೊಳ್ಳಲಾಗಿದೆ ಎಂದು ಜಿಲ್ಲಾ ಪಂಚಾಯತಿ ಸಿಇಒ ರಿಷಿ ಆನಂದ ಅವರು ತಿಳಿಸಿದ್ದಾರೆ. ಈ ಬಗ್ಗೆ ಪತ್ರಿಕಾ ಪ್ರಕಟಣೆ ನೀಡಿರುವ ಅವರು, ಪ್ರಸ್ತುತ ಆರಂಭಿಕವಾಗಿರುವ ಈ ಅಭಿಯಾನದಡಿ ಜಿಲ್ಲೆಯ ಎಲ್ಲ ಗ್ರಾಮ ಪಂಚಾಯತಿ ವ್ಯಾಪ್ತಿಯಲ್ಲಿ ಬರುವ ಮೂರು ಅಂಗನವಾಡಿ ಕೇಂದ್ರಗಳ ಸಂಪೂರ್ಣ ಸ್ವಚ್ಛತೆ ನಡೆಸಲಾಗುವುದು. ಇದರಲ್ಲಿ ಗ್ರಾಮ ಪಂಚಾಯತಿ ಮೂಲಕ ಎರಡು ಅಂಗನವಾಡಿ ಕೇಂದ್ರಗಳ ಒಳಾಂಗಣ ಮತ್ತು ಹೊರಾಂಗಣ ಸ್ವಚ್ಛಗೊಳಿಸಲಾಗುವುದು. ಸ್ವಚ್ಛ ಪರಿಸರದಲ್ಲಿ ಮಕ್ಕಳು ಬೆಳೆಯಲು ಸಹಕಾರಿಯಾಗಲಿದೆ ಎಂದರು. ಸಂತೋಷದಿಂದ ಮಕ್ಕಳು ಅಂಗನವಾಡಿಯಲ್ಲಿ ಕಲಿಯುವ ವಾತಾವರಣ ನಿರ್ಮಾಣಗೊಳ್ಳಲಿದೆ. [442, 199, 697, 456]
year-badge: 2025 [343, 81, 407, 108]
lead-headline: ಸ್ವಚ್ಛ ಅಂಗನವಾಡಿ–ಬಾಲ ಸ್ನೇಹಿ ಅಂಗನವಾಡಿ ಅಭಿಯಾನ [442, 134, 1320, 191]
ganesh-photo [1275, 1767, 1511, 2284]
section-subheading: ಶ್ರೀ ಗುರುಭರನಂದಿ ಮಹಾರಾಜರು [53, 1034, 407, 1058]
person-left [787, 291, 811, 366]
date-day: 17 [116, 84, 143, 106]
dignitaries [938, 1184, 1232, 1243]
group-seated [872, 2005, 1191, 2086]
email-label: Email [1182, 69, 1267, 102]
section-heading: ಬಸವ ಜಯಂತಿ ನಿಮಿತ್ತ ಶರಣ ದರ್ಶನ ಪ್ರವಚನ: [53, 163, 407, 188]
story5-divider [1267, 1749, 1268, 2374]
logo-right-text: ಸಂಜೆ [909, 44, 998, 106]
story2-photo [709, 616, 994, 878]
painted-tyres [706, 372, 1057, 395]
continued-tag: ■ ಮೊದಲನೇ ಪುಟದಿಂದ.. [53, 137, 407, 158]
photo-sign: ಸರಕಾರಿ ಅಂಗನವಾಡಿ ಕೇಂದ್ರ [811, 221, 956, 238]
sidebar-section [53, 1225, 407, 1428]
lead-bottom-rule [442, 557, 1511, 559]
stage-banner [639, 1126, 834, 1167]
stage-backdrop [938, 1126, 1232, 1179]
email-value[interactable]: indusanjehbl@gmail.com [1272, 78, 1510, 100]
doorway [857, 262, 909, 360]
deity-figure [831, 671, 872, 741]
logo-wing-right [1057, 58, 1110, 93]
story4-divider [790, 1749, 791, 2374]
section-body: ಮುಖ್ಯಮಂತ್ರಿ ಸಿದ್ದರಾಮಯ್ಯನವರು ಜಾತಿ ಗಣತಿಯನ್ನು ಪುನರ್‌ಪರಿಶೀಲಿಸುವ ಜೊತೆಗೆ ಜೈನ ಸಮಾಜದ ಜನಸಂಖ್ಯೆಯನ್ನು ಸರಿಯಾಗಿ ದಾಖಲಿಸಬೇಕು. ಸಮಾಜವು 20 ಲಕ್ಷಕ್ಕೂ ಹೆಚ್ಚು ಜನಸಂಖ್ಯೆ ಹೊಂದಿದೆ ಎಂದು ಸ್ವಾಮೀಜಿ ಹೇಳಿದರು. ಈ ಪತ್ರಿಕಾಗೋಷ್ಠಿಯಲ್ಲಿ ಸಮಾಜದ ಪ್ರಮುಖರು ಉಪಸ್ಥಿತರಿದ್ದರು. [53, 1063, 407, 1137]
section-subheading: ಜಿ. ಬಿ. ಹಳ್ಯಾಳ [53, 191, 407, 217]
section-heading: ಜಾತಿ ಗಣತಿಯಲ್ಲಿ ಅನ್ಯಾಯ [53, 325, 407, 350]
story4-headline-line2: ಬಿಜೆಪಿ ಜನಾಕ್ರೋಶ ರ‍್ಯಾಲಿ [45, 1810, 407, 1863]
group-standing [825, 1930, 1238, 2005]
story2-headline: ಗ್ರಾಮದೇವಿಯ ಹೊನ್ನಾಟ : ಬೀದಿಗಳಿಗೆಲ್ಲ ಹಳದಿ ಬಣ್ಣದ ಲೇಪನ [517, 567, 1157, 603]
lead-rule [442, 192, 1511, 194]
lead-col1-bottom: ಸ್ವಚ್ಛತೆ ಹಾಗೂ ಶುಚಿತ್ವಕ್ಕೆ ಆದ್ಯತೆ ನೀಡುವ ಮೂಲಕ ಸುಂದರ ಪರಿಸರ ನಿರ್ಮಾಣ ಮಾಡಿ, ಮಕ್ಕಳ ಕಲಿಕೆಗೆ ಪೂರಕವಾದ ಪ್ರೇರಣೆ ಒದಗಿಸುವುದಾಗಿದೆ. ಗ್ರಾಮ ಪಂಚಾಯತಿ ಅಭಿವೃದ್ಧಿ ಅಧಿಕಾರಿಗಳು ಈ ಕಾರ್ಯವನ್ನು ಅಚ್ಚುಕಟ್ಟಾಗಿ ಪೂರ್ಣಗೊಳಿಸಬೇಕು. [706, 449, 1057, 520]
story5-headline-line2: ಮಾಸಿಕ ಸಭೆಯಲ್ಲಿ ಸನ್ಮಾನ [868, 1809, 1200, 1857]
story3-col1: ಗದಗ: ಪ್ರಸ್ತುತ ದಿನಮಾನದಲ್ಲಿ ಬದಲಾಗಿರುವ ಜೀವನ ಕ್ರಮ ವಿಭಿನ್ನ ರೀತಿಯಲ್ಲಿದೆ. ಬಹುತೇಕ ಜನರು ಯಾಂತ್ರಿಕ ಜೀವನ ಕ್ರಮ ಮತ್ತು ಟಿ.ವಿ., ಮೊಬೈಲ್‌ಗಳ ಬಳಕೆಯಿಂದ ದೈಹಿಕ ಶ್ರಮ, ಮಾನಸಿಕ ವಿಶ್ರಾಂತಿಗಳಿಲ್ಲದೆ ಅನೇಕ ರೋಗಗಳಿಗೆ ತುತ್ತಾಗುತ್ತಿದ್ದಾರೆ. ಇದರಿಂದ ನಾನಾ ರೋಗ ರುಜಿನ, ಹಾರ್ಮೋನುಗಳ ಏರುಪೇರು, ಬೊಜ್ಜು, ಮಧುಮೇಹ, ರಕ್ತದೊತ್ತಡ, ಹೃದಯ ಸಂಬಂಧಿ ಕಾಯಿಲೆಗಳು ಹೆಚ್ಚುತ್ತಿವೆ. ಇಂತಹ ಸಂದರ್ಭದಲ್ಲಿ ಯೋಗಯುಕ್ತ ಜೀವನ ಶೈಲಿ ಅಳವಡಿಸಿಕೊಳ್ಳುವುದರಿಂದ ರೋಗಮುಕ್ತರಾಗಲು ಸಾಧ್ಯ ಎಂದು ಡಾ. ಧನೇಶ ದೇಸಾಯಿ ಹೇಳಿದರು. [442, 1128, 633, 1385]
sidebar-section [53, 325, 407, 883]
lamp-lighting [872, 1150, 901, 1231]
sidebar-section [53, 1005, 407, 1219]
section-body: ಬೃಹತ್ ಸಂಖ್ಯೆಯಲ್ಲಿ ಆಗಮಿಸಿದ್ದ ಪ್ರತಿಭಟನಾಕಾರರು ಹಿನ್ನೆಲೆಯಲ್ಲಿ ಸ್ವಾತಂತ್ರ್ಯ ಉದ್ಯಾನದ ಸುತ್ತಮುತ್ತಲಿನ ರಸ್ತೆಯಲ್ಲಿ ವಾಹನ ಸಂಚಾರವನ್ನು ಬೇರೆಡೆಗೆ ಬದಲಾಯಿಸಲಾಯಿತು. ಮುಖ್ಯಮಂತ್ರಿ ಸಿದ್ದರಾಮಯ್ಯ, ಉಪಮುಖ್ಯಮಂತ್ರಿ ಡಿ.ಕೆ.ಶಿವಕುಮಾರ್ ಸೇರಿದಂತೆ ಸಚಿವರು ಮತ್ತು ಅನೇಕ ಶಾಸಕರು ಪ್ರತಿಭಟನೆಯ ನೇತೃತ್ವ ವಹಿಸಿದ್ದರು. [53, 1255, 407, 1348]
section-heading: ನಾವೇ ಜಾತಿಗಣತಿ ಮಾಡಿ ವರದಿ ಕೊಡುತ್ತೇವೆ: [53, 1005, 407, 1030]
logo-wing-left [639, 58, 691, 93]
